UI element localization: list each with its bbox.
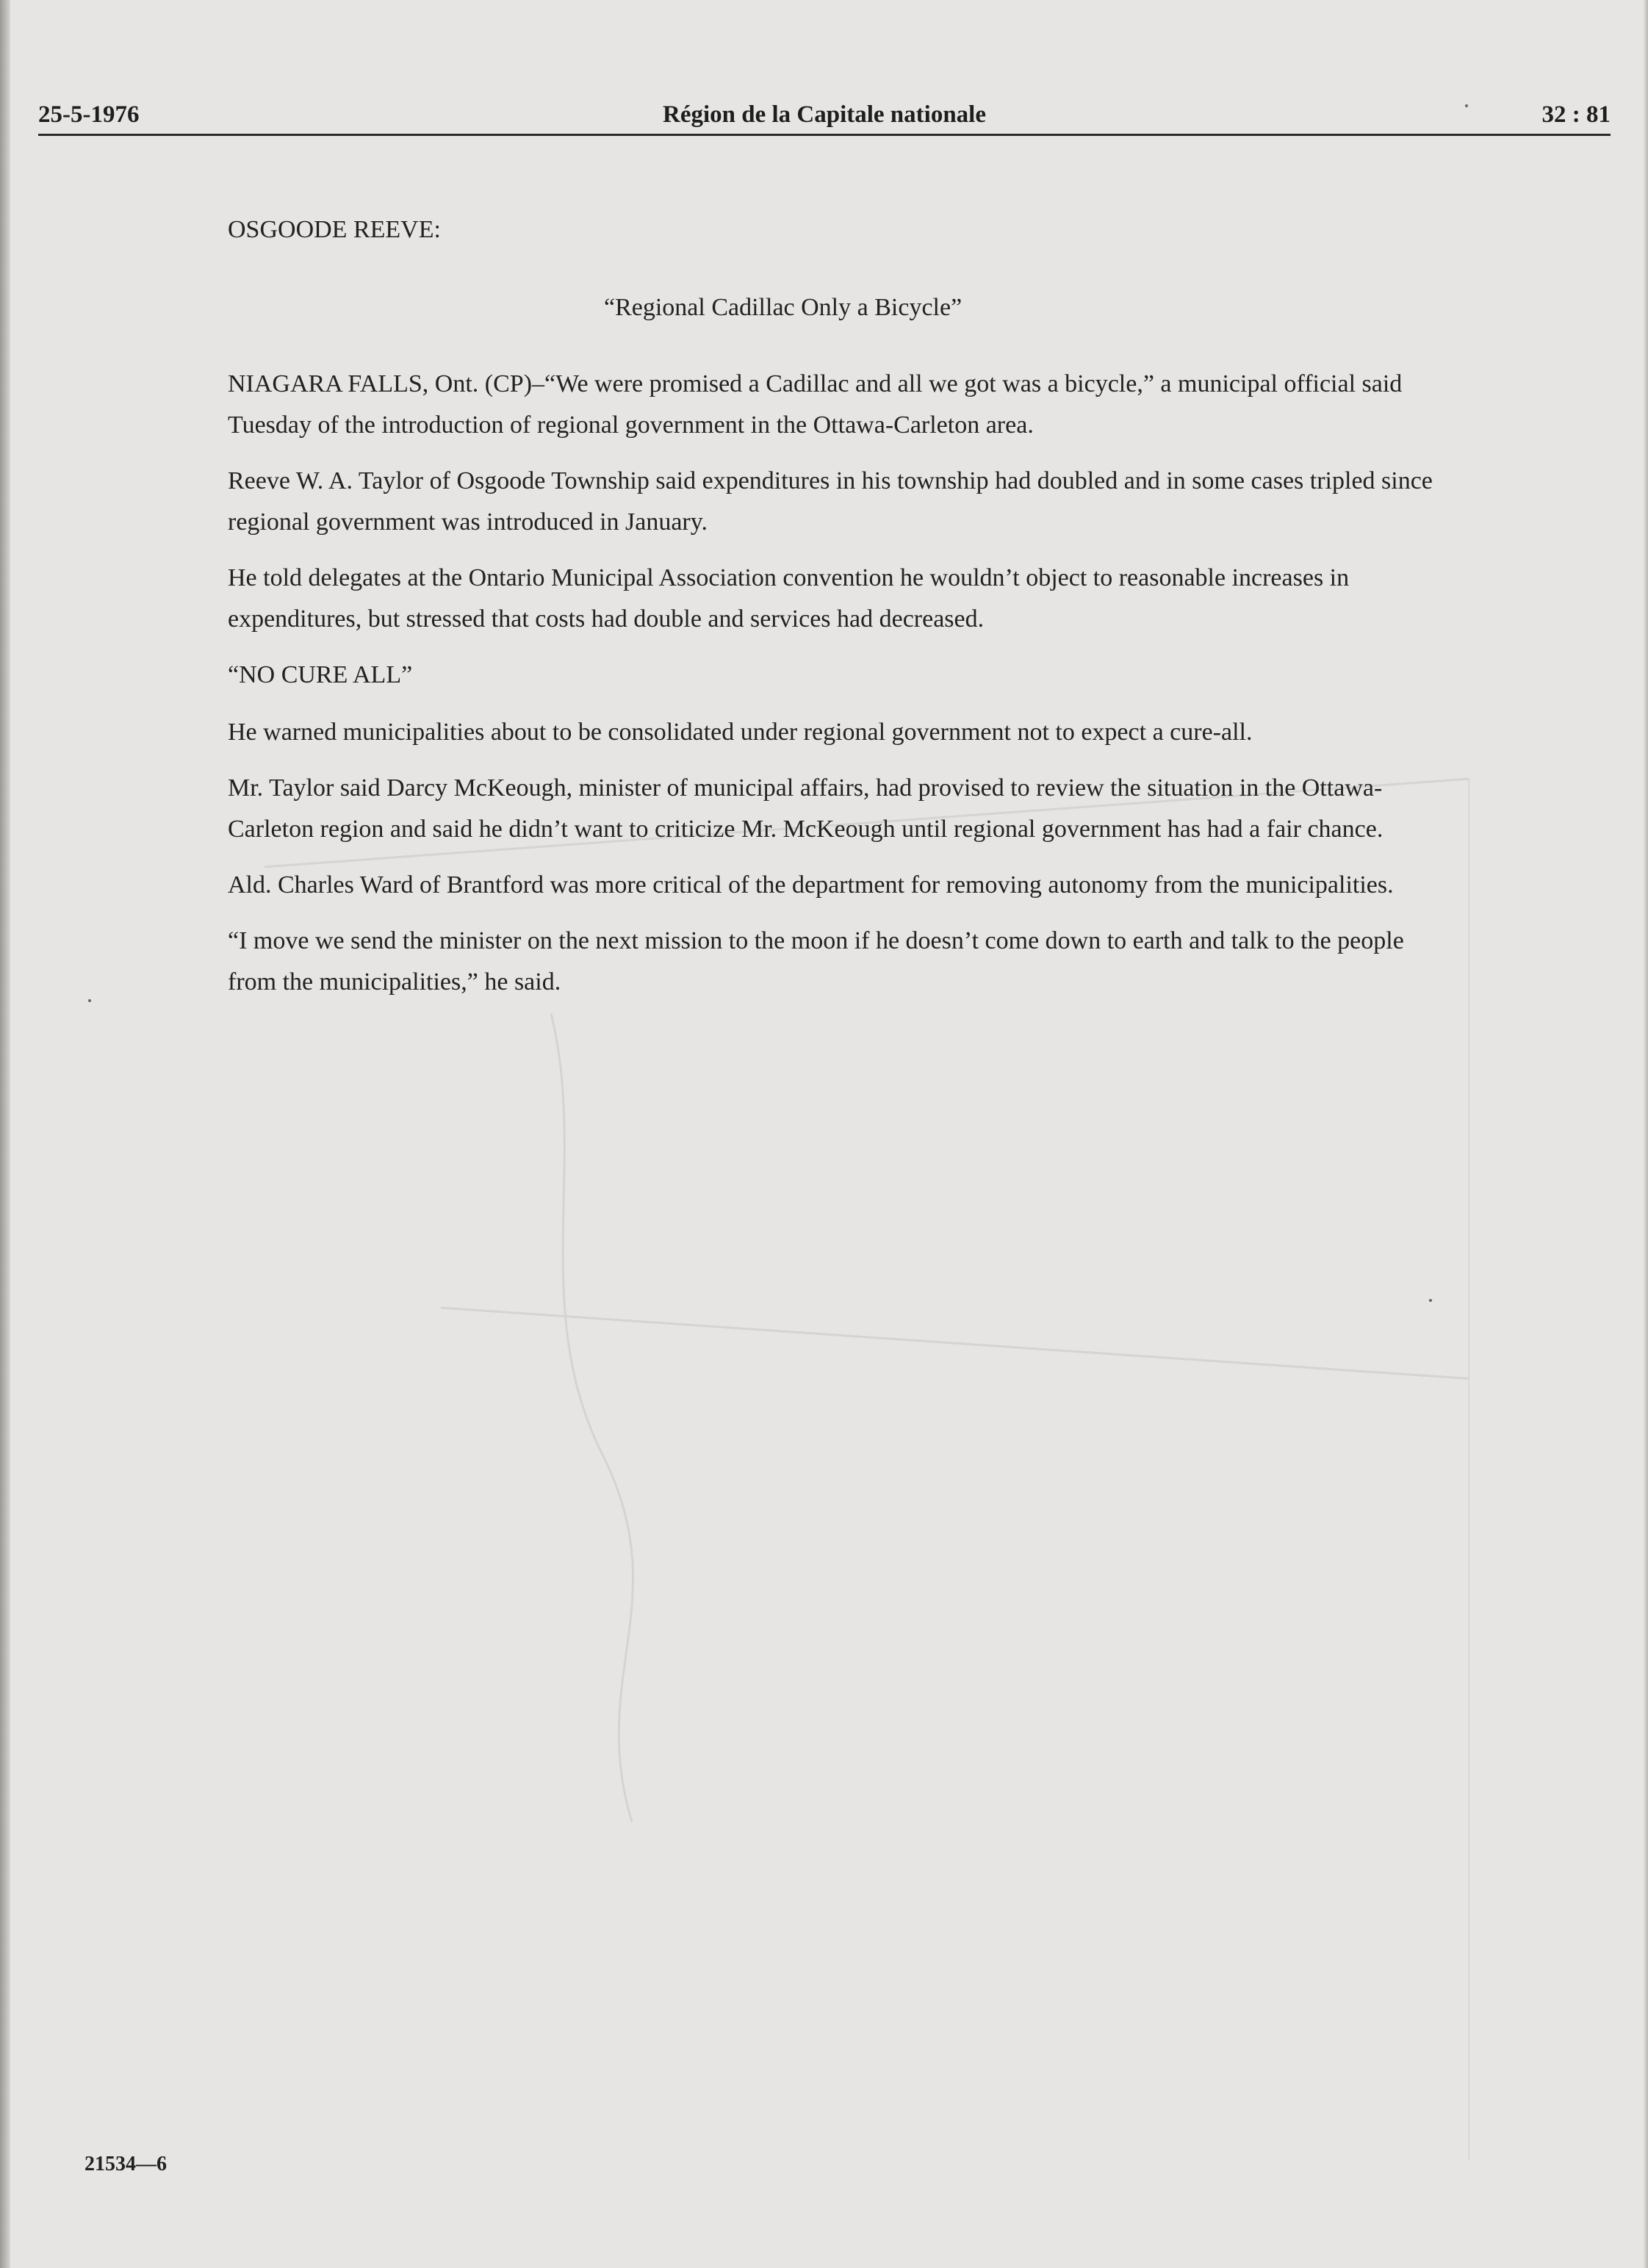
header-rule [38, 134, 1611, 136]
paragraph-3: He told delegates at the Ontario Municipal Association convention he wouldn’t object to reasonable increases in expenditures, but stressed that costs had double and services had decreased. [228, 564, 1350, 633]
paper-speck [88, 999, 91, 1002]
page-left-edge [0, 0, 10, 2268]
article-headline: “Regional Cadillac Only a Bicycle” [604, 294, 962, 321]
section-heading: OSGOODE REEVE: [228, 216, 441, 243]
page-right-edge [1644, 0, 1648, 2268]
paragraph-1: NIAGARA FALLS, Ont. (CP)–“We were promised a Cadillac and all we got was a bicycle,” a municipal official said Tuesday of the introduction of regional government in the Ottawa-Carleton area. [228, 370, 1403, 439]
header-date: 25-5-1976 [38, 101, 140, 128]
running-header [38, 97, 1611, 134]
subheading: “NO CURE ALL” [228, 661, 413, 688]
paragraph-4: He warned municipalities about to be consolidated under regional government not to expect a cure-all. [228, 719, 1253, 746]
header-page-number: 32 : 81 [1541, 101, 1611, 128]
paragraph-7: “I move we send the minister on the next mission to the moon if he doesn’t come down to earth and talk to the people from the municipalities,” he said. [228, 927, 1404, 996]
print-code: 21534—6 [84, 2153, 167, 2175]
paragraph-5: Mr. Taylor said Darcy McKeough, minister of municipal affairs, had provised to review the situation in the Ottawa-Carleton region and said he didn’t want to criticize Mr. McKeough until regional government has had a fair chance. [228, 774, 1383, 843]
paper-speck [1429, 1299, 1432, 1302]
paper-speck [1465, 104, 1468, 107]
header-title: Région de la Capitale nationale [662, 101, 986, 128]
paragraph-6: Ald. Charles Ward of Brantford was more critical of the department for removing autonomy from the municipalities. [228, 871, 1394, 899]
paragraph-2: Reeve W. A. Taylor of Osgoode Township said expenditures in his township had doubled and in some cases tripled since regional government was introduced in January. [228, 467, 1433, 536]
article-body [228, 209, 1440, 1018]
